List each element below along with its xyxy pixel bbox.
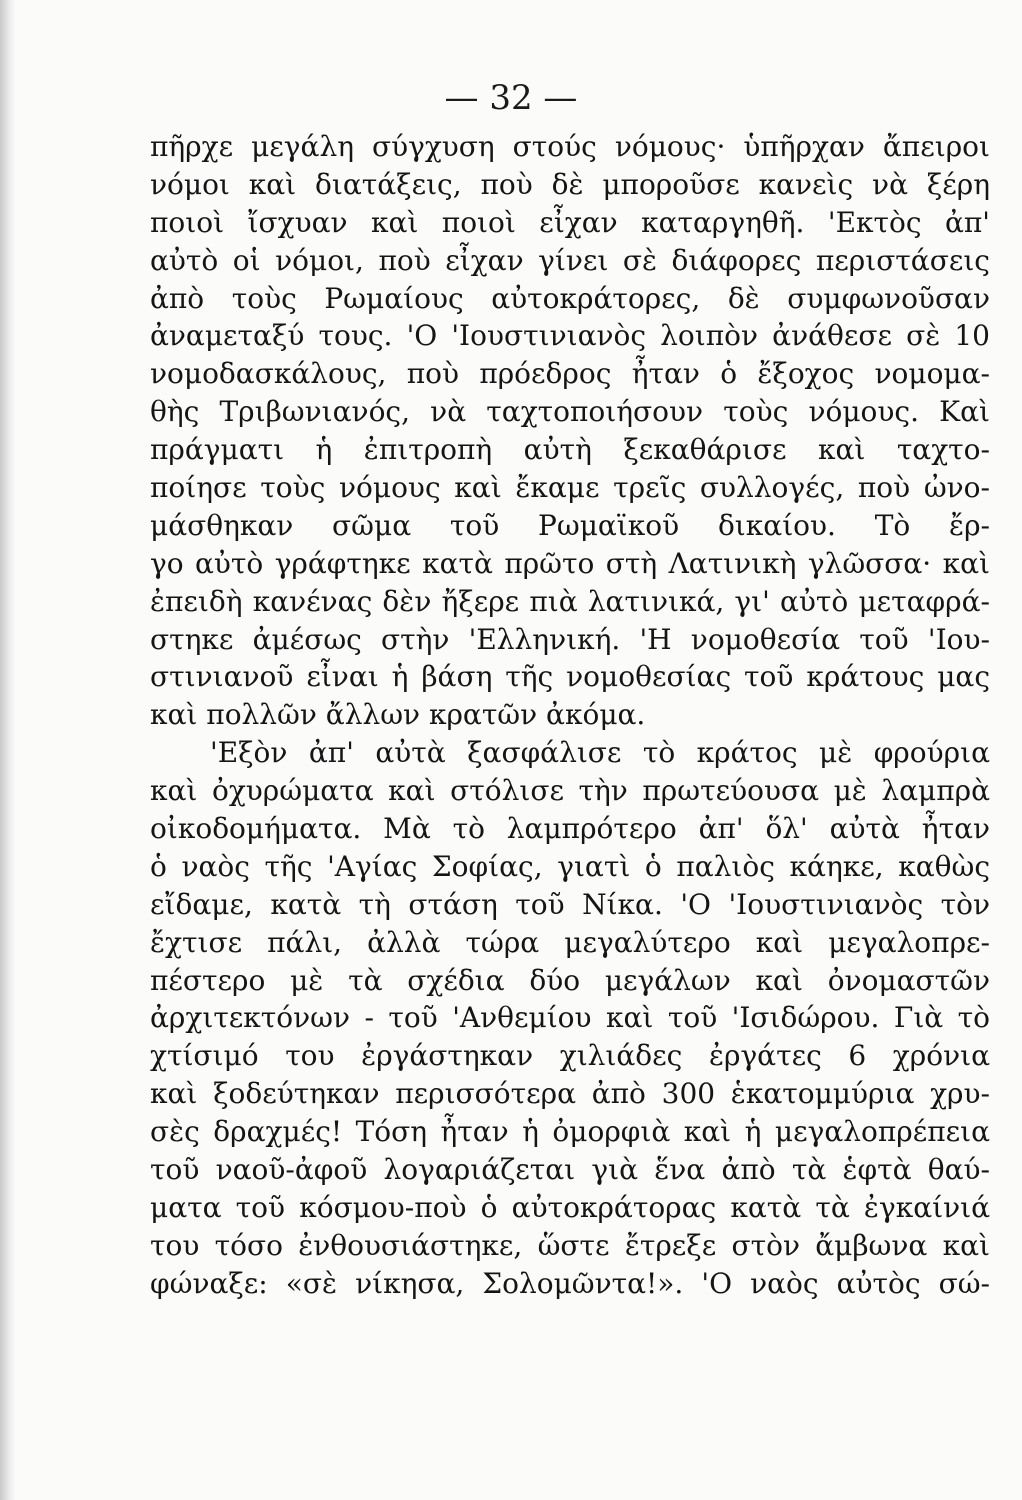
text-line: φώναξε: «σὲ νίκησα, Σολομῶντα!». 'Ο ναὸς αὐτὸς σώ- <box>150 1266 990 1300</box>
text-line: πράγματι ἡ ἐπιτροπὴ αὐτὴ ξεκαθάρισε καὶ ταχτο- <box>150 433 990 467</box>
text-line: ποίησε τοὺς νόμους καὶ ἔκαμε τρεῖς συλλογές, ποὺ ὠνο- <box>150 471 990 505</box>
binding-shadow <box>0 0 16 1500</box>
text-line: εἴδαμε, κατὰ τὴ στάση τοῦ Νίκα. 'Ο 'Ιουστινιανὸς τὸν <box>150 887 990 921</box>
text-line: καὶ ὀχυρώματα καὶ στόλισε τὴν πρωτεύουσα μὲ λαμπρὰ <box>150 774 990 808</box>
text-line: ὁ ναὸς τῆς 'Αγίας Σοφίας, γιατὶ ὁ παλιὸς κάηκε, καθὼς <box>150 849 990 883</box>
body-text <box>150 128 990 1303</box>
text-line: καὶ ξοδεύτηκαν περισσότερα ἀπὸ 300 ἑκατομμύρια χρυ- <box>150 1077 990 1111</box>
text-line: πέστερο μὲ τὰ σχέδια δύο μεγάλων καὶ ὀνομαστῶν <box>150 963 990 997</box>
text-line: ἐπειδὴ κανένας δὲν ἤξερε πιὰ λατινικά, γι' αὐτὸ μεταφρά- <box>150 584 990 618</box>
text-line: ἀρχιτεκτόνων - τοῦ 'Ανθεμίου καὶ τοῦ 'Ισιδώρου. Γιὰ τὸ <box>150 1001 990 1035</box>
text-line: ἀπὸ τοὺς Ρωμαίους αὐτοκράτορες, δὲ συμφωνοῦσαν <box>150 281 990 315</box>
text-line: πῆρχε μεγάλη σύγχυση στούς νόμους· ὑπῆρχαν ἄπειροι <box>150 130 990 163</box>
text-line: μάσθηκαν σῶμα τοῦ Ρωμαϊκοῦ δικαίου. Τὸ ἔρ- <box>150 508 990 542</box>
text-line: ἀναμεταξύ τους. 'Ο 'Ιουστινιανὸς λοιπὸν ἀνάθεσε σὲ 10 <box>150 319 990 353</box>
page-number: — 32 — <box>444 78 578 118</box>
text-line: οἰκοδομήματα. Μὰ τὸ λαμπρότερο ἀπ' ὅλ' αὐτὰ ἦταν <box>150 812 990 846</box>
text-line: γο αὐτὸ γράφτηκε κατὰ πρῶτο στὴ Λατινικὴ γλῶσσα· καὶ <box>150 546 990 580</box>
text-line: νόμοι καὶ διατάξεις, ποὺ δὲ μποροῦσε κανεὶς νὰ ξέρη <box>150 167 990 201</box>
text-line: στηκε ἀμέσως στὴν 'Ελληνική. 'Η νομοθεσία τοῦ 'Ιου- <box>150 622 990 656</box>
text-line: θὴς Τριβωνιανός, νὰ ταχτοποιήσουν τοὺς νόμους. Καὶ <box>150 395 990 429</box>
text-line: του τόσο ἐνθουσιάστηκε, ὥστε ἔτρεξε στὸν ἄμβωνα καὶ <box>150 1228 990 1262</box>
text-line: καὶ πολλῶν ἄλλων κρατῶν ἀκόμα. <box>150 698 646 732</box>
text-line: στινιανοῦ εἶναι ἡ βάση τῆς νομοθεσίας τοῦ κράτους μας <box>150 660 990 694</box>
paragraph <box>150 128 990 734</box>
paragraph <box>150 734 990 1302</box>
text-line: ἔχτισε πάλι, ἀλλὰ τώρα μεγαλύτερο καὶ μεγαλοπρε- <box>150 925 990 959</box>
text-line: 'Εξὸν ἀπ' αὐτὰ ξασφάλισε τὸ κράτος μὲ φρούρια <box>210 736 990 770</box>
text-line: ματα τοῦ κόσμου-ποὺ ὁ αὐτοκράτορας κατὰ τὰ ἐγκαίνιά <box>150 1190 990 1224</box>
text-line: χτίσιμό του ἐργάστηκαν χιλιάδες ἐργάτες 6 χρόνια <box>150 1039 990 1073</box>
text-line: τοῦ ναοῦ-ἀφοῦ λογαριάζεται γιὰ ἕνα ἀπὸ τὰ ἑφτὰ θαύ- <box>150 1153 990 1187</box>
text-line: νομοδασκάλους, ποὺ πρόεδρος ἦταν ὁ ἔξοχος νομομα- <box>150 357 990 391</box>
text-line: αὐτὸ οἱ νόμοι, ποὺ εἶχαν γίνει σὲ διάφορες περιστάσεις <box>150 243 990 277</box>
text-line: σὲς δραχμές! Τόση ἦταν ἡ ὀμορφιὰ καὶ ἡ μεγαλοπρέπεια <box>150 1115 990 1149</box>
text-line: ποιοὶ ἴσχυαν καὶ ποιοὶ εἶχαν καταργηθῆ. 'Εκτὸς ἀπ' <box>150 205 990 239</box>
